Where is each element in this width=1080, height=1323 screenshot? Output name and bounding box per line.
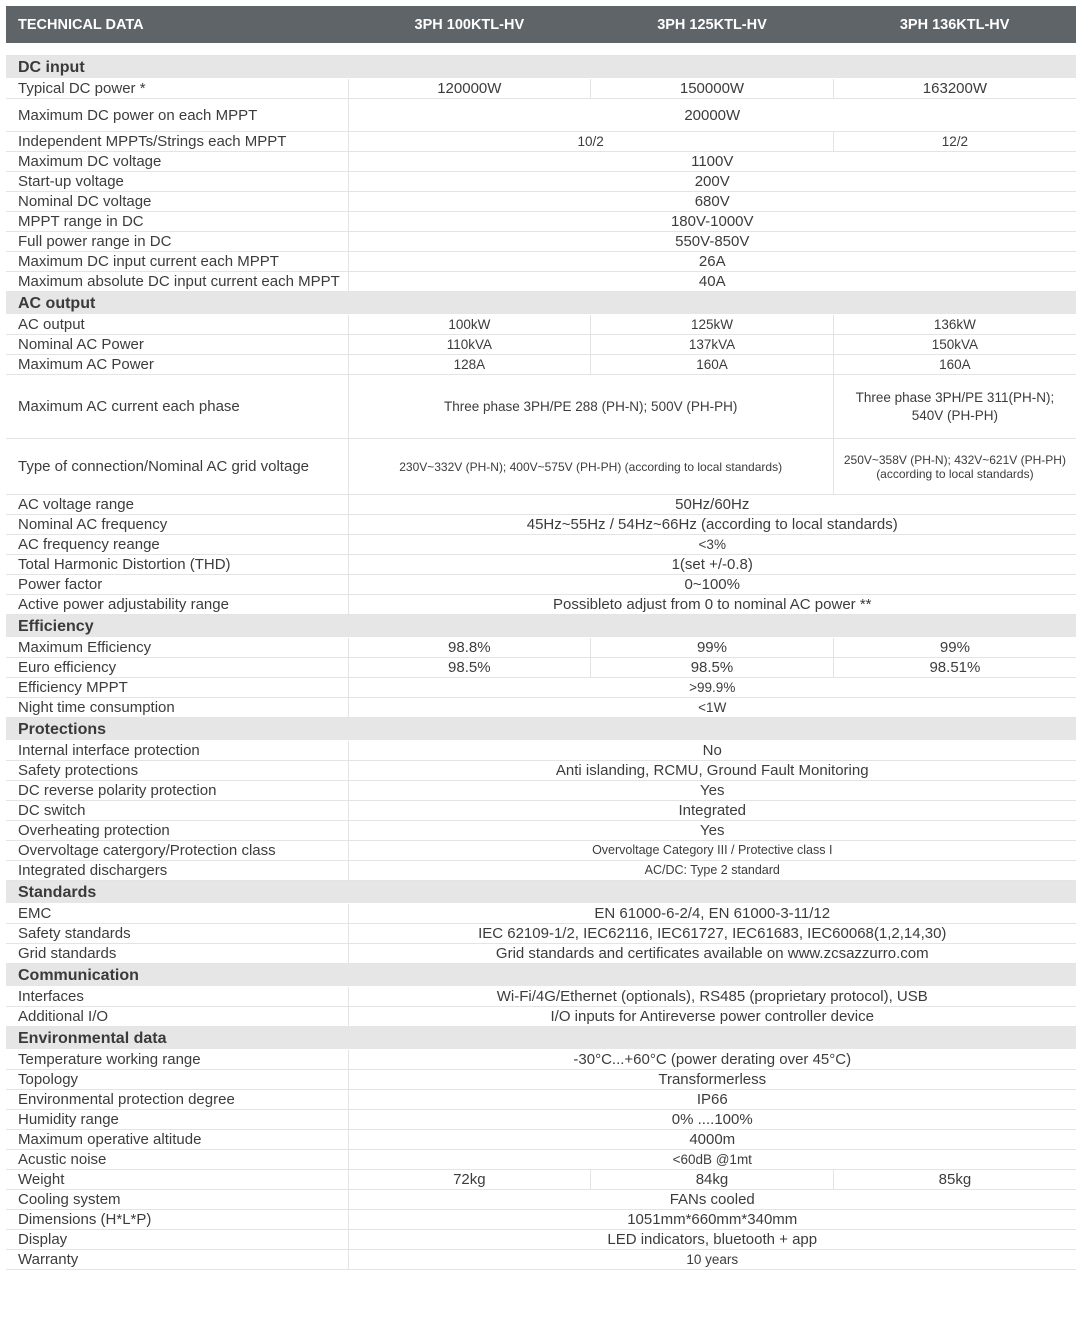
- spec-value: 40A: [348, 272, 1076, 292]
- spec-label: Topology: [6, 1070, 348, 1090]
- spec-label: Nominal AC Power: [6, 335, 348, 355]
- spec-label: Safety protections: [6, 761, 348, 781]
- section-header-row: [6, 1027, 1076, 1050]
- table-row: [6, 801, 1076, 821]
- spec-label: Maximum AC current each phase: [6, 375, 348, 439]
- spec-value: <60dB @1mt: [348, 1150, 1076, 1170]
- spec-label: DC reverse polarity protection: [6, 781, 348, 801]
- spec-value: 26A: [348, 252, 1076, 272]
- table-row: [6, 192, 1076, 212]
- table-row: [6, 987, 1076, 1007]
- table-row: [6, 658, 1076, 678]
- table-row: [6, 1110, 1076, 1130]
- spec-label: Night time consumption: [6, 698, 348, 718]
- spec-value: IP66: [348, 1090, 1076, 1110]
- spec-label: Additional I/O: [6, 1007, 348, 1027]
- spec-value: 1(set +/-0.8): [348, 555, 1076, 575]
- table-row: [6, 152, 1076, 172]
- spec-value: -30°C...+60°C (power derating over 45°C): [348, 1050, 1076, 1070]
- technical-data-sheet: [6, 6, 1076, 1270]
- section-header-row: [6, 964, 1076, 987]
- spec-value: EN 61000-6-2/4, EN 61000-3-11/12: [348, 904, 1076, 924]
- spec-value: 72kg: [348, 1170, 591, 1190]
- table-row: [6, 272, 1076, 292]
- spec-value: 1100V: [348, 152, 1076, 172]
- table-row: [6, 841, 1076, 861]
- table-row: [6, 1130, 1076, 1150]
- table-row: [6, 944, 1076, 964]
- spec-value: 98.8%: [348, 638, 591, 658]
- spec-label: Typical DC power *: [6, 79, 348, 99]
- table-row: [6, 1170, 1076, 1190]
- spec-value: 50Hz/60Hz: [348, 495, 1076, 515]
- table-header: [6, 6, 1076, 43]
- spec-label: Full power range in DC: [6, 232, 348, 252]
- spec-label: Maximum operative altitude: [6, 1130, 348, 1150]
- spec-label: AC output: [6, 315, 348, 335]
- spec-value: 85kg: [833, 1170, 1076, 1190]
- table-row: [6, 861, 1076, 881]
- spec-value: 10 years: [348, 1250, 1076, 1270]
- spec-value: 98.5%: [348, 658, 591, 678]
- table-row: [6, 761, 1076, 781]
- table-row: [6, 315, 1076, 335]
- section-title: DC input: [6, 56, 1076, 79]
- spec-value: Transformerless: [348, 1070, 1076, 1090]
- spec-label: Maximum DC input current each MPPT: [6, 252, 348, 272]
- table-row: [6, 172, 1076, 192]
- spec-label: Acustic noise: [6, 1150, 348, 1170]
- section-title: Standards: [6, 881, 1076, 904]
- spec-value: <1W: [348, 698, 1076, 718]
- table-row: [6, 1210, 1076, 1230]
- header-spacer: [6, 43, 1076, 56]
- spec-value: 0% ....100%: [348, 1110, 1076, 1130]
- table-title: TECHNICAL DATA: [6, 6, 348, 43]
- spec-value: Grid standards and certificates available on www.zcsazzurro.com: [348, 944, 1076, 964]
- spec-value: 1051mm*660mm*340mm: [348, 1210, 1076, 1230]
- spec-label: Maximum Efficiency: [6, 638, 348, 658]
- spec-value: 12/2: [833, 132, 1076, 152]
- spec-label: Interfaces: [6, 987, 348, 1007]
- table-row: [6, 821, 1076, 841]
- table-row: [6, 1050, 1076, 1070]
- spec-value: 163200W: [833, 79, 1076, 99]
- spec-value: Overvoltage Category III / Protective class I: [348, 841, 1076, 861]
- table-row: [6, 1230, 1076, 1250]
- table-row: [6, 355, 1076, 375]
- section-header-row: [6, 881, 1076, 904]
- spec-label: Cooling system: [6, 1190, 348, 1210]
- spec-value: 98.5%: [591, 658, 834, 678]
- table-row: [6, 1070, 1076, 1090]
- spec-value: 128A: [348, 355, 591, 375]
- spec-value: 120000W: [348, 79, 591, 99]
- spec-label: Overheating protection: [6, 821, 348, 841]
- spec-value: IEC 62109-1/2, IEC62116, IEC61727, IEC61683, IEC60068(1,2,14,30): [348, 924, 1076, 944]
- spec-label: Overvoltage catergory/Protection class: [6, 841, 348, 861]
- spec-value: 20000W: [348, 99, 1076, 132]
- spec-label: DC switch: [6, 801, 348, 821]
- spec-value: Three phase 3PH/PE 311(PH-N); 540V (PH-PH): [833, 375, 1076, 439]
- spec-label: Nominal AC frequency: [6, 515, 348, 535]
- spec-value: LED indicators, bluetooth + app: [348, 1230, 1076, 1250]
- table-row: [6, 535, 1076, 555]
- table-row: [6, 1190, 1076, 1210]
- spec-value: FANs cooled: [348, 1190, 1076, 1210]
- spec-label: Independent MPPTs/Strings each MPPT: [6, 132, 348, 152]
- spec-label: Start-up voltage: [6, 172, 348, 192]
- section-header-row: [6, 292, 1076, 315]
- spec-value: 100kW: [348, 315, 591, 335]
- spacer-cell: [6, 43, 1076, 56]
- spec-value: Possibleto adjust from 0 to nominal AC power **: [348, 595, 1076, 615]
- spec-label: AC frequency reange: [6, 535, 348, 555]
- table-body: [6, 43, 1076, 1270]
- table-row: [6, 1090, 1076, 1110]
- table-row: [6, 678, 1076, 698]
- spec-label: Integrated dischargers: [6, 861, 348, 881]
- table-row: [6, 495, 1076, 515]
- spec-value: <3%: [348, 535, 1076, 555]
- spec-value: Anti islanding, RCMU, Ground Fault Monitoring: [348, 761, 1076, 781]
- table-row: [6, 515, 1076, 535]
- spec-label: Grid standards: [6, 944, 348, 964]
- spec-label: Humidity range: [6, 1110, 348, 1130]
- spec-value: 160A: [833, 355, 1076, 375]
- spec-label: Maximum absolute DC input current each MPPT: [6, 272, 348, 292]
- spec-label: Power factor: [6, 575, 348, 595]
- spec-value: 136kW: [833, 315, 1076, 335]
- spec-value: 680V: [348, 192, 1076, 212]
- spec-label: Euro efficiency: [6, 658, 348, 678]
- spec-label: Temperature working range: [6, 1050, 348, 1070]
- spec-value: Integrated: [348, 801, 1076, 821]
- spec-label: Maximum DC power on each MPPT: [6, 99, 348, 132]
- table-row: [6, 924, 1076, 944]
- spec-label: Active power adjustability range: [6, 595, 348, 615]
- table-row: [6, 99, 1076, 132]
- spec-value: 10/2: [348, 132, 833, 152]
- table-row: [6, 1150, 1076, 1170]
- table-row: [6, 904, 1076, 924]
- spec-value: Yes: [348, 781, 1076, 801]
- section-header-row: [6, 56, 1076, 79]
- spec-value: AC/DC: Type 2 standard: [348, 861, 1076, 881]
- spec-value: 84kg: [591, 1170, 834, 1190]
- spec-label: Environmental protection degree: [6, 1090, 348, 1110]
- spec-value: 150000W: [591, 79, 834, 99]
- spec-label: Efficiency MPPT: [6, 678, 348, 698]
- table-row: [6, 439, 1076, 495]
- spec-label: Safety standards: [6, 924, 348, 944]
- spec-label: Display: [6, 1230, 348, 1250]
- table-row: [6, 252, 1076, 272]
- spec-value: 45Hz~55Hz / 54Hz~66Hz (according to local standards): [348, 515, 1076, 535]
- spec-value: 250V~358V (PH-N); 432V~621V (PH-PH) (according to local standards): [833, 439, 1076, 495]
- spec-value: 230V~332V (PH-N); 400V~575V (PH-PH) (according to local standards): [348, 439, 833, 495]
- spec-label: MPPT range in DC: [6, 212, 348, 232]
- spec-value: 110kVA: [348, 335, 591, 355]
- spec-label: Maximum AC Power: [6, 355, 348, 375]
- spec-value: 98.51%: [833, 658, 1076, 678]
- table-row: [6, 212, 1076, 232]
- spec-value: 550V-850V: [348, 232, 1076, 252]
- spec-value: 4000m: [348, 1130, 1076, 1150]
- table-row: [6, 575, 1076, 595]
- table-row: [6, 595, 1076, 615]
- section-title: Environmental data: [6, 1027, 1076, 1050]
- section-header-row: [6, 615, 1076, 638]
- spec-value: 160A: [591, 355, 834, 375]
- section-title: Protections: [6, 718, 1076, 741]
- table-row: [6, 638, 1076, 658]
- spec-value: Three phase 3PH/PE 288 (PH-N); 500V (PH-PH): [348, 375, 833, 439]
- spec-value: 200V: [348, 172, 1076, 192]
- table-row: [6, 781, 1076, 801]
- table-row: [6, 698, 1076, 718]
- spec-value: 99%: [591, 638, 834, 658]
- spec-value: Wi-Fi/4G/Ethernet (optionals), RS485 (proprietary protocol), USB: [348, 987, 1076, 1007]
- spec-label: Internal interface protection: [6, 741, 348, 761]
- table-row: [6, 1007, 1076, 1027]
- spec-value: >99.9%: [348, 678, 1076, 698]
- section-title: Communication: [6, 964, 1076, 987]
- spec-label: Weight: [6, 1170, 348, 1190]
- spec-value: Yes: [348, 821, 1076, 841]
- table-row: [6, 132, 1076, 152]
- spec-label: Maximum DC voltage: [6, 152, 348, 172]
- table-row: [6, 79, 1076, 99]
- section-title: AC output: [6, 292, 1076, 315]
- spec-value: 125kW: [591, 315, 834, 335]
- model-column-header: 3PH 136KTL-HV: [833, 6, 1076, 43]
- table-row: [6, 335, 1076, 355]
- model-column-header: 3PH 125KTL-HV: [591, 6, 834, 43]
- table-row: [6, 232, 1076, 252]
- spec-value: 180V-1000V: [348, 212, 1076, 232]
- table-row: [6, 555, 1076, 575]
- spec-label: Type of connection/Nominal AC grid voltage: [6, 439, 348, 495]
- table-row: [6, 375, 1076, 439]
- spec-value: 0~100%: [348, 575, 1076, 595]
- spec-label: Total Harmonic Distortion (THD): [6, 555, 348, 575]
- spec-value: No: [348, 741, 1076, 761]
- spec-value: 137kVA: [591, 335, 834, 355]
- model-column-header: 3PH 100KTL-HV: [348, 6, 591, 43]
- spec-value: 150kVA: [833, 335, 1076, 355]
- table-row: [6, 741, 1076, 761]
- section-header-row: [6, 718, 1076, 741]
- spec-value: 99%: [833, 638, 1076, 658]
- spec-label: Dimensions (H*L*P): [6, 1210, 348, 1230]
- spec-label: Warranty: [6, 1250, 348, 1270]
- table-row: [6, 1250, 1076, 1270]
- spec-label: AC voltage range: [6, 495, 348, 515]
- spec-value: I/O inputs for Antireverse power controller device: [348, 1007, 1076, 1027]
- section-title: Efficiency: [6, 615, 1076, 638]
- spec-label: EMC: [6, 904, 348, 924]
- spec-label: Nominal DC voltage: [6, 192, 348, 212]
- technical-data-table: [6, 6, 1076, 1270]
